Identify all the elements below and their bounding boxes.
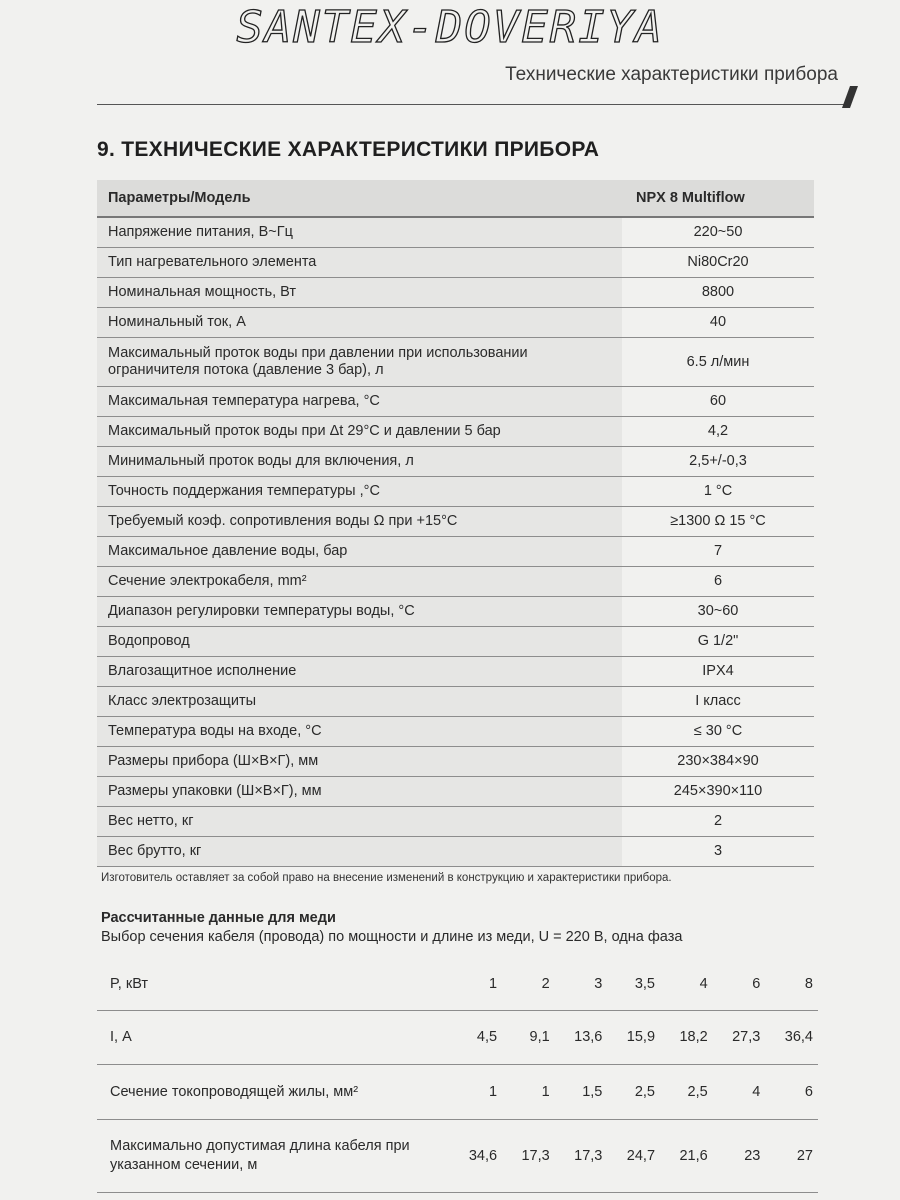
- copper-row-label: P, кВт: [97, 958, 449, 1011]
- copper-cell: 21,6: [660, 1120, 713, 1193]
- copper-row: [97, 1065, 818, 1120]
- spec-param: Размеры упаковки (Ш×В×Г), мм: [97, 777, 622, 807]
- copper-cell: 17,3: [555, 1120, 608, 1193]
- copper-cell: 1: [449, 1065, 502, 1120]
- copper-table: [97, 958, 818, 1193]
- copper-cell: 2: [502, 958, 555, 1011]
- copper-row: [97, 1011, 818, 1065]
- spec-value: 30~60: [622, 597, 814, 627]
- spec-param: Максимальный проток воды при давлении при использовании ограничителя потока (давление 3 бар), л: [97, 338, 622, 387]
- copper-cell: 23: [713, 1120, 766, 1193]
- copper-row: [97, 1120, 818, 1193]
- spec-row: [97, 477, 814, 507]
- spec-param: Водопровод: [97, 627, 622, 657]
- section-title: 9. ТЕХНИЧЕСКИЕ ХАРАКТЕРИСТИКИ ПРИБОРА: [97, 138, 600, 161]
- copper-cell: 1,5: [555, 1065, 608, 1120]
- spec-value: 1 °С: [622, 477, 814, 507]
- copper-cell: 1: [502, 1065, 555, 1120]
- copper-row-label: Сечение токопроводящей жилы, мм²: [97, 1065, 449, 1120]
- spec-row: [97, 837, 814, 867]
- copper-cell: 27,3: [713, 1011, 766, 1065]
- copper-cell: 18,2: [660, 1011, 713, 1065]
- spec-row: [97, 248, 814, 278]
- spec-param: Влагозащитное исполнение: [97, 657, 622, 687]
- spec-row: [97, 387, 814, 417]
- spec-row: [97, 747, 814, 777]
- copper-cell: 36,4: [765, 1011, 818, 1065]
- spec-param: Диапазон регулировки температуры воды, °С: [97, 597, 622, 627]
- copper-cell: 2,5: [660, 1065, 713, 1120]
- copper-cell: 3: [555, 958, 608, 1011]
- spec-param: Класс электрозащиты: [97, 687, 622, 717]
- spec-param: Максимальный проток воды при Δt 29°С и давлении 5 бар: [97, 417, 622, 447]
- spec-row: [97, 657, 814, 687]
- spec-value: 2: [622, 807, 814, 837]
- spec-param: Максимальное давление воды, бар: [97, 537, 622, 567]
- spec-value: G 1/2": [622, 627, 814, 657]
- spec-value: 8800: [622, 278, 814, 308]
- spec-value: 60: [622, 387, 814, 417]
- spec-row: [97, 217, 814, 248]
- spec-value: 230×384×90: [622, 747, 814, 777]
- spec-row: [97, 687, 814, 717]
- copper-row-label: Максимально допустимая длина кабеля при указанном сечении, м: [97, 1120, 449, 1193]
- copper-cell: 8: [765, 958, 818, 1011]
- copper-table-subtitle: Выбор сечения кабеля (провода) по мощности и длине из меди, U = 220 В, одна фаза: [101, 929, 683, 945]
- spec-row: [97, 537, 814, 567]
- watermark-text: SANTEX-DOVERIYA: [236, 2, 664, 53]
- copper-cell: 15,9: [607, 1011, 660, 1065]
- running-head: Технические характеристики прибора: [505, 64, 838, 85]
- spec-param: Сечение электрокабеля, mm²: [97, 567, 622, 597]
- spec-row: [97, 447, 814, 477]
- copper-cell: 6: [765, 1065, 818, 1120]
- spec-value: 7: [622, 537, 814, 567]
- spec-value: I класс: [622, 687, 814, 717]
- copper-cell: 24,7: [607, 1120, 660, 1193]
- spec-param: Температура воды на входе, °С: [97, 717, 622, 747]
- spec-param: Вес нетто, кг: [97, 807, 622, 837]
- spec-param: Тип нагревательного элемента: [97, 248, 622, 278]
- spec-value: ≥1300 Ω 15 °С: [622, 507, 814, 537]
- copper-row: [97, 958, 818, 1011]
- spec-value: Ni80Cr20: [622, 248, 814, 278]
- copper-cell: 9,1: [502, 1011, 555, 1065]
- header-corner-mark: [842, 86, 858, 108]
- spec-value: 6: [622, 567, 814, 597]
- spec-param: Точность поддержания температуры ,°С: [97, 477, 622, 507]
- spec-value: 245×390×110: [622, 777, 814, 807]
- spec-param: Напряжение питания, В~Гц: [97, 217, 622, 248]
- spec-row: [97, 777, 814, 807]
- copper-cell: 4: [660, 958, 713, 1011]
- spec-row: [97, 567, 814, 597]
- spec-value: 40: [622, 308, 814, 338]
- spec-value: 6.5 л/мин: [622, 338, 814, 387]
- spec-param: Максимальная температура нагрева, °С: [97, 387, 622, 417]
- copper-cell: 6: [713, 958, 766, 1011]
- spec-row: [97, 507, 814, 537]
- spec-row: [97, 278, 814, 308]
- copper-cell: 17,3: [502, 1120, 555, 1193]
- spec-param: Минимальный проток воды для включения, л: [97, 447, 622, 477]
- spec-value: ≤ 30 °С: [622, 717, 814, 747]
- spec-row: [97, 627, 814, 657]
- copper-cell: 4: [713, 1065, 766, 1120]
- header-divider: [97, 104, 849, 105]
- spec-row: [97, 597, 814, 627]
- spec-table: [97, 180, 814, 867]
- copper-cell: 34,6: [449, 1120, 502, 1193]
- copper-table-title: Рассчитанные данные для меди: [101, 910, 336, 926]
- spec-row: [97, 717, 814, 747]
- footnote: Изготовитель оставляет за собой право на внесение изменений в конструкцию и характеристики прибора.: [101, 872, 672, 884]
- spec-row: [97, 417, 814, 447]
- spec-header-param: Параметры/Модель: [97, 180, 622, 217]
- spec-row: [97, 308, 814, 338]
- spec-table-header: [97, 180, 814, 217]
- spec-param: Номинальный ток, А: [97, 308, 622, 338]
- spec-header-model: NPX 8 Multiflow: [622, 180, 814, 217]
- copper-cell: 13,6: [555, 1011, 608, 1065]
- copper-cell: 2,5: [607, 1065, 660, 1120]
- spec-value: 2,5+/-0,3: [622, 447, 814, 477]
- spec-value: 220~50: [622, 217, 814, 248]
- copper-row-label: I, А: [97, 1011, 449, 1065]
- copper-cell: 4,5: [449, 1011, 502, 1065]
- spec-row: [97, 807, 814, 837]
- spec-param: Требуемый коэф. сопротивления воды Ω при +15°С: [97, 507, 622, 537]
- copper-cell: 27: [765, 1120, 818, 1193]
- copper-cell: 3,5: [607, 958, 660, 1011]
- spec-value: IPX4: [622, 657, 814, 687]
- copper-cell: 1: [449, 958, 502, 1011]
- spec-param: Размеры прибора (Ш×В×Г), мм: [97, 747, 622, 777]
- spec-param: Вес брутто, кг: [97, 837, 622, 867]
- spec-value: 3: [622, 837, 814, 867]
- spec-param: Номинальная мощность, Вт: [97, 278, 622, 308]
- spec-value: 4,2: [622, 417, 814, 447]
- spec-row: [97, 338, 814, 387]
